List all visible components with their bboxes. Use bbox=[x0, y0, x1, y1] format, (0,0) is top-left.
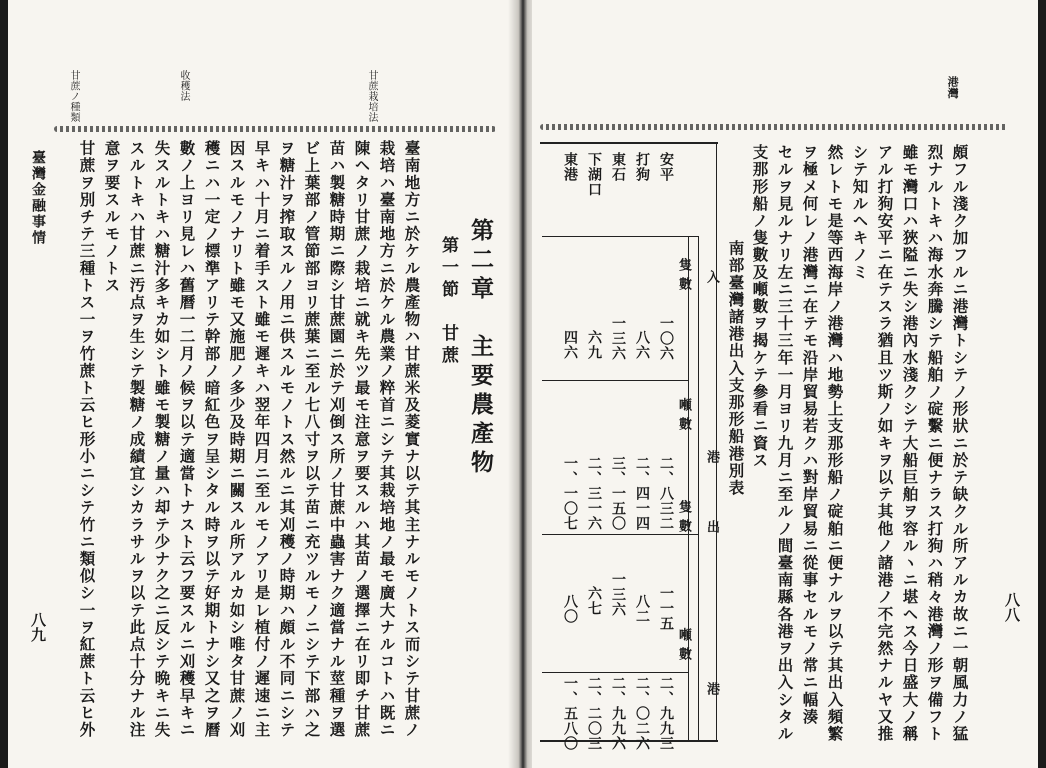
out-tons: 一、五八〇 bbox=[562, 676, 578, 751]
section-title: 第一節 甘蔗 bbox=[438, 236, 458, 368]
text-column: 然レトモ是等西海岸ノ港灣ハ地勢上支那形船ノ碇舶ニ便ナルヲ以テ其出入頻繁 bbox=[825, 144, 845, 743]
right-page bbox=[532, 0, 1038, 768]
chapter-title: 第二章 主要農產物 bbox=[467, 218, 494, 479]
table-title: 南部臺灣諸港出入支那形船港別表 bbox=[726, 240, 746, 497]
header-note-harvest: 收穫法 bbox=[178, 70, 189, 102]
header-rule bbox=[540, 124, 1008, 130]
text-column: シテ知ルヘキノミ bbox=[850, 144, 870, 281]
header-note-cultivation: 甘蔗栽培法 bbox=[366, 70, 377, 123]
text-column: 頗フル淺ク加フルニ港灣トシテノ形狀ニ於テ缺クル所アルカ故ニ一朝風力ノ猛 bbox=[950, 144, 970, 743]
in-count: 六九 bbox=[586, 330, 602, 360]
page-number: 八八 bbox=[1003, 592, 1021, 622]
in-tons: 三、一五〇 bbox=[610, 456, 626, 531]
text-column: 陳ヘタリ甘蔗ノ栽培ニ就キ先ツ最モ注意ヲ要スルハ其苗ノ選擇ニ在リ即チ甘蔗 bbox=[352, 140, 372, 739]
table-border-right bbox=[716, 142, 717, 742]
text-column: 穫ニハ一定ノ標準アリテ幹部ノ暗紅色ヲ呈シタル時ヲ以テ好期トナシ又之ヲ曆 bbox=[202, 140, 222, 739]
table-subheader-out-count: 隻數 bbox=[676, 500, 691, 538]
in-tons: 二、三一六 bbox=[586, 456, 602, 531]
text-column: セルヲ見ルナリ左ニ三十三年一月ヨリ九月ニ至ルノ間臺南縣各港ヲ出入シタル bbox=[775, 144, 795, 743]
left-page bbox=[8, 0, 514, 768]
text-column: 烈ナルトキハ海水奔騰シテ船舶ノ碇繫ニ便ナラス打狗ハ稍々港灣ノ形ヲ備フト bbox=[925, 144, 945, 743]
out-count: 一三六 bbox=[610, 572, 626, 617]
port-name: 打狗 bbox=[634, 152, 650, 182]
in-count: 八六 bbox=[634, 330, 650, 360]
port-name: 東港 bbox=[562, 152, 578, 182]
out-tons: 二、九九三 bbox=[658, 676, 674, 751]
text-column: ビ上葉部ノ管節部ヨリ蔗葉ニ至ル七八寸ヲ以テ苗ニ充ツルモノニシテ下部ハ之 bbox=[302, 140, 322, 739]
out-tons: 二、二〇三 bbox=[586, 676, 602, 751]
text-column: 臺南地方ニ於ケル農產物ハ甘蔗米及菱實ナ以テ其主ナルモノトス而シテ甘蔗ノ bbox=[402, 140, 422, 739]
table-subheader-in-count: 隻數 bbox=[676, 258, 691, 296]
text-column: スルトキハ甘蔗ニ汚点ヲ生シテ製糖ノ成績宜シカラサルヲ以テ此点十分ナル注 bbox=[127, 140, 147, 739]
out-count: 六七 bbox=[586, 586, 602, 616]
table-rule-col bbox=[542, 672, 688, 673]
out-count: 八〇 bbox=[562, 594, 578, 624]
running-header-title: 港灣 bbox=[946, 76, 960, 99]
in-count: 四六 bbox=[562, 330, 578, 360]
table-border-top bbox=[540, 142, 718, 144]
in-tons: 二、四一四 bbox=[634, 456, 650, 531]
text-column: ヲ極メ何レノ港灣ニ在テモ沿岸貿易若クハ對岸貿易ニ從事セルモノ常ニ幅湊 bbox=[800, 144, 820, 726]
port-name: 下湖口 bbox=[586, 152, 602, 197]
out-count: 八二 bbox=[634, 594, 650, 624]
out-tons: 二、九九六 bbox=[610, 676, 626, 751]
text-column: 因スルモノナリト雖モ又施肥ノ多少及時期ニ關スル所アルカ如シ唯タ甘蔗ノ刈 bbox=[227, 140, 247, 739]
in-count: 一〇六 bbox=[658, 316, 674, 361]
table-header-port-in: 港 bbox=[704, 450, 719, 469]
text-column: 數ノ上ヨリ見レハ舊曆一二月ノ候ヲ以テ適當トナスト云フ要スルニ刈穫早キニ bbox=[177, 140, 197, 739]
in-tons: 二、八三二 bbox=[658, 456, 674, 531]
in-tons: 一、一〇七 bbox=[562, 456, 578, 531]
text-column: 意ヲ要スルモノトス bbox=[102, 140, 122, 294]
text-column: 苗ハ製糖時期ニ際シ甘蔗園ニ於テ刈倒ス所ノ甘蔗中蟲害ナク適當ナル莖種ヲ選 bbox=[327, 140, 347, 739]
text-column: 栽培ハ臺南地方ニ於ケル農業ノ粹首ニシテ其栽培地ノ最モ廣大ナルコトハ既ニ bbox=[377, 140, 397, 739]
header-rule bbox=[54, 126, 496, 132]
text-column: 失スルトキハ糖汁多キカ如シト雖モ製糖ノ量ハ却テ少ナク之ニ反シテ晩キニ失 bbox=[152, 140, 172, 739]
text-column: 雖モ灣口ハ狹隘ニ失シ港內水淺クシテ大船巨舶ヲ容ルヽニ堪ヘス今日盛大ノ稱 bbox=[900, 144, 920, 743]
table-subheader-in-tons: 噸數 bbox=[676, 398, 691, 436]
port-name: 東石 bbox=[610, 152, 626, 182]
running-footer-title: 臺灣金融事情 bbox=[30, 150, 46, 246]
out-count: 一一五 bbox=[658, 586, 674, 631]
text-column: 甘蔗ヲ別チテ三種トス一ヲ竹蔗ト云ヒ形小ニシテ竹ニ類似シ一ヲ紅蔗ト云ヒ外 bbox=[77, 140, 97, 739]
text-column: 早キハ十月ニ着手スト雖モ遲キハ翌年四月ニ至ルモノアリ是レ植付ノ遲速ニ主 bbox=[252, 140, 272, 739]
table-subheader-out-tons: 噸數 bbox=[676, 628, 691, 666]
in-count: 一三六 bbox=[610, 316, 626, 361]
out-tons: 二、〇二六 bbox=[634, 676, 650, 751]
table-header-out: 出 bbox=[704, 520, 719, 539]
port-name: 安平 bbox=[658, 152, 674, 182]
text-column: 支那形船ノ隻數及噸數ヲ揭ケテ參看ニ資ス bbox=[750, 144, 770, 469]
header-note-varieties: 甘蔗ノ種類 bbox=[68, 70, 79, 123]
text-column: ヲ糖汁ヲ搾取スルノ用ニ供スルモノトス然ルニ其刈穫ノ時期ハ頗ル不同ニシテ bbox=[277, 140, 297, 739]
table-rule-header bbox=[542, 236, 698, 237]
table-header-port-out: 港 bbox=[704, 682, 719, 701]
text-column: アル打狗安平ニ在テスラ猶且ツ斯ノ如キヲ以テ其他ノ諸港ノ不完然ナルヤ又推 bbox=[875, 144, 895, 743]
table-rule-header-col bbox=[698, 236, 699, 740]
table-rule-col bbox=[542, 380, 688, 381]
page-number: 八九 bbox=[29, 612, 47, 642]
table-header-in: 入 bbox=[704, 270, 719, 289]
